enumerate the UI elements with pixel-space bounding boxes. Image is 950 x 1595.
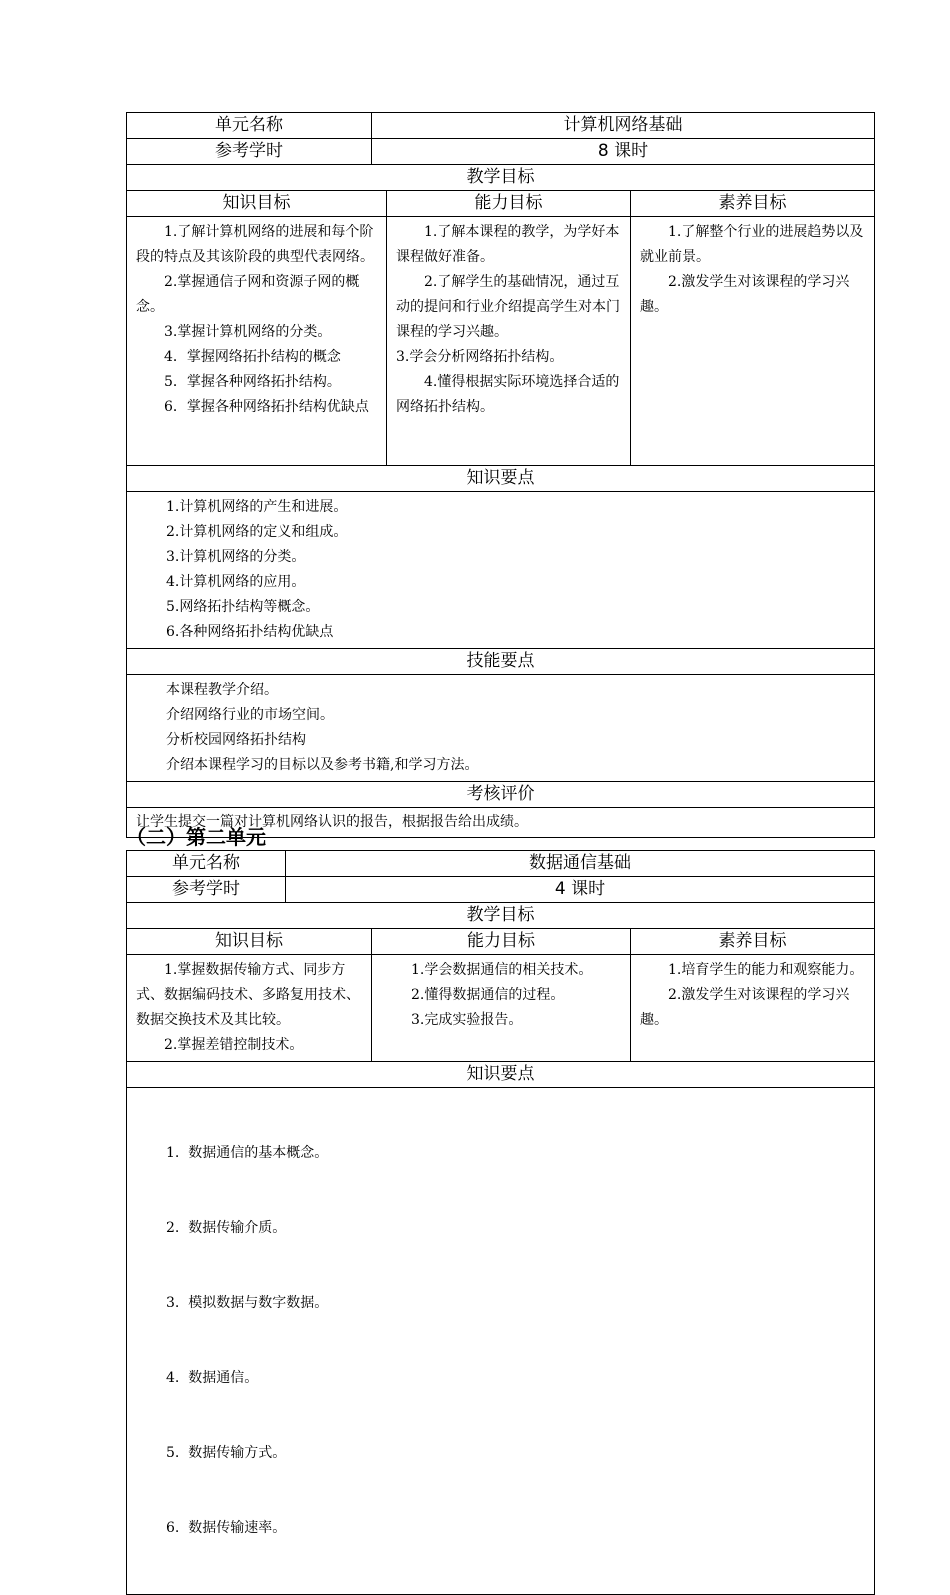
list-item: 2.计算机网络的定义和组成。 bbox=[166, 524, 348, 540]
list-item: 3.掌握计算机网络的分类。 bbox=[164, 324, 332, 340]
list-item: 6.各种网络拓扑结构优缺点 bbox=[166, 624, 334, 640]
unit1-skills-header: 技能要点 bbox=[127, 649, 875, 675]
list-item: 4.计算机网络的应用。 bbox=[166, 574, 306, 590]
unit1-hours-label: 参考学时 bbox=[127, 139, 372, 165]
unit1-assessment-header: 考核评价 bbox=[127, 782, 875, 808]
unit1-key-points-header: 知识要点 bbox=[127, 466, 875, 492]
list-item: 1.计算机网络的产生和进展。 bbox=[166, 499, 348, 515]
list-item: 介绍网络行业的市场空间。 bbox=[166, 707, 334, 723]
list-item: 6. 数据传输速率。 bbox=[166, 1520, 287, 1536]
list-item: 3.学会分析网络拓扑结构。 bbox=[396, 349, 564, 365]
unit2-objectives-header: 教学目标 bbox=[127, 903, 875, 929]
unit1-objectives-header: 教学目标 bbox=[127, 165, 875, 191]
unit1-table bbox=[126, 112, 875, 838]
list-item: 2.激发学生对该课程的学习兴趣。 bbox=[640, 987, 850, 1028]
list-item: 4. 数据通信。 bbox=[166, 1370, 259, 1386]
list-item: 4.懂得根据实际环境选择合适的网络拓扑结构。 bbox=[396, 374, 620, 415]
unit1-hours-value: 8 课时 bbox=[372, 139, 875, 165]
unit1-quality-goals bbox=[631, 217, 875, 466]
list-item: 1.了解整个行业的进展趋势以及就业前景。 bbox=[640, 224, 864, 265]
unit1-key-points bbox=[127, 492, 875, 649]
unit1-knowledge-goals bbox=[127, 217, 387, 466]
list-item: 3.计算机网络的分类。 bbox=[166, 549, 306, 565]
unit2-table bbox=[126, 850, 875, 1595]
list-item: 2.激发学生对该课程的学习兴趣。 bbox=[640, 274, 850, 315]
unit2-key-points bbox=[127, 1088, 875, 1595]
unit1-assessment: 让学生提交一篇对计算机网络认识的报告，根据报告给出成绩。 bbox=[127, 808, 875, 838]
unit1-col-quality: 素养目标 bbox=[631, 191, 875, 217]
list-item: 2.掌握差错控制技术。 bbox=[164, 1037, 304, 1053]
unit2-col-quality: 素养目标 bbox=[631, 929, 875, 955]
unit1-name-label: 单元名称 bbox=[127, 113, 372, 139]
unit2-name-value: 数据通信基础 bbox=[286, 851, 875, 877]
list-item: 3.完成实验报告。 bbox=[411, 1012, 523, 1028]
unit2-knowledge-goals bbox=[127, 955, 372, 1062]
unit1-ability-goals bbox=[387, 217, 631, 466]
list-item: 1.学会数据通信的相关技术。 bbox=[411, 962, 593, 978]
section-title: （二）第二单元 bbox=[126, 825, 266, 849]
list-item: 2.了解学生的基础情况，通过互动的提问和行业介绍提高学生对本门课程的学习兴趣。 bbox=[396, 274, 620, 340]
list-item: 4．掌握网络拓扑结构的概念 bbox=[164, 349, 341, 365]
unit2-ability-goals bbox=[372, 955, 631, 1062]
list-item: 介绍本课程学习的目标以及参考书籍,和学习方法。 bbox=[166, 757, 479, 773]
unit1-col-ability: 能力目标 bbox=[387, 191, 631, 217]
unit2-quality-goals bbox=[631, 955, 875, 1062]
unit2-hours-value: 4 课时 bbox=[286, 877, 875, 903]
list-item: 5.网络拓扑结构等概念。 bbox=[166, 599, 320, 615]
list-item: 1.了解本课程的教学，为学好本课程做好准备。 bbox=[396, 224, 620, 265]
list-item: 5．掌握各种网络拓扑结构。 bbox=[164, 374, 341, 390]
unit2-name-label: 单元名称 bbox=[127, 851, 286, 877]
list-item: 2. 数据传输介质。 bbox=[166, 1220, 287, 1236]
list-item: 3. 模拟数据与数字数据。 bbox=[166, 1295, 329, 1311]
unit1-name-value: 计算机网络基础 bbox=[372, 113, 875, 139]
list-item: 1. 数据通信的基本概念。 bbox=[166, 1145, 329, 1161]
unit1-col-knowledge: 知识目标 bbox=[127, 191, 387, 217]
unit2-col-ability: 能力目标 bbox=[372, 929, 631, 955]
unit2-key-points-header: 知识要点 bbox=[127, 1062, 875, 1088]
unit2-col-knowledge: 知识目标 bbox=[127, 929, 372, 955]
list-item: 1.掌握数据传输方式、同步方式、数据编码技术、多路复用技术、数据交换技术及其比较。 bbox=[136, 962, 360, 1028]
unit1-skills bbox=[127, 675, 875, 782]
unit2-hours-label: 参考学时 bbox=[127, 877, 286, 903]
list-item: 6．掌握各种网络拓扑结构优缺点 bbox=[164, 399, 369, 415]
list-item: 2.掌握通信子网和资源子网的概念。 bbox=[136, 274, 360, 315]
list-item: 1.培育学生的能力和观察能力。 bbox=[668, 962, 864, 978]
list-item: 本课程教学介绍。 bbox=[166, 682, 278, 698]
list-item: 分析校园网络拓扑结构 bbox=[166, 732, 306, 748]
list-item: 2.懂得数据通信的过程。 bbox=[411, 987, 565, 1003]
list-item: 5. 数据传输方式。 bbox=[166, 1445, 287, 1461]
list-item: 1.了解计算机网络的进展和每个阶段的特点及其该阶段的典型代表网络。 bbox=[136, 224, 374, 265]
